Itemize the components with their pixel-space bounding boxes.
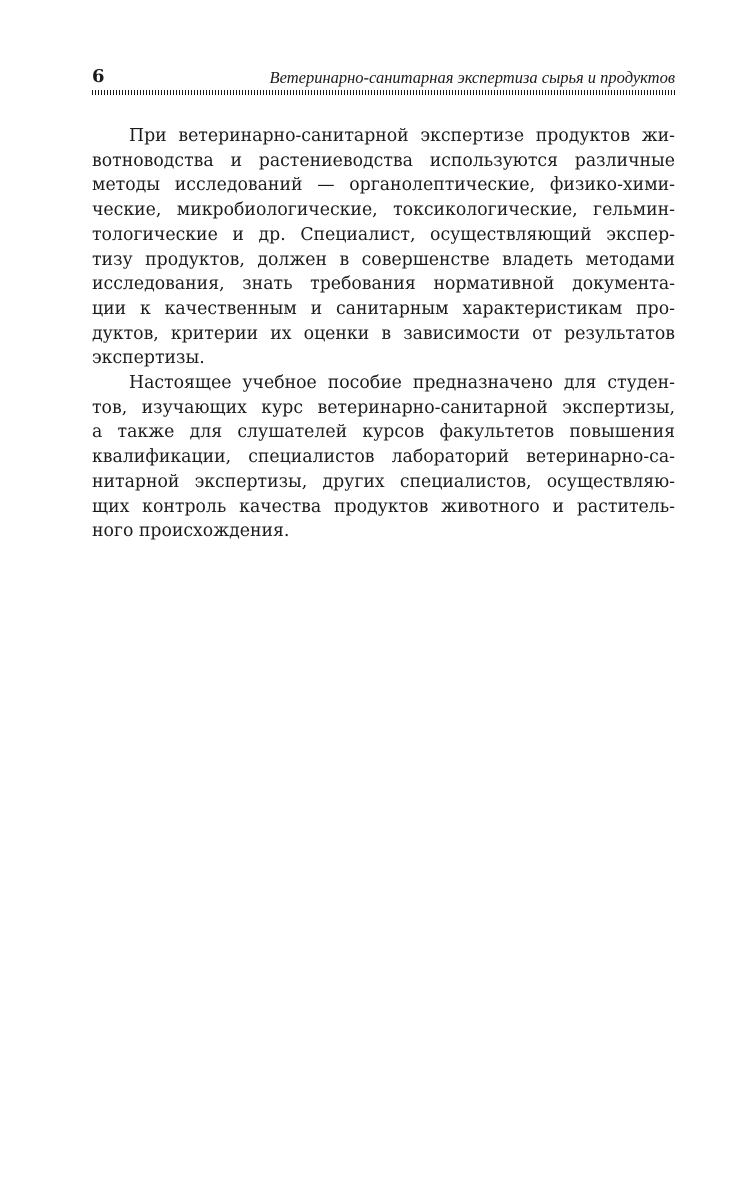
body-text bbox=[92, 124, 675, 544]
text-line: вотноводства и растениеводства используются различные bbox=[92, 150, 675, 171]
text-line: методы исследований — органолептические, физико-хими- bbox=[92, 175, 675, 196]
text-line: тизу продуктов, должен в совершенстве владеть методами bbox=[92, 249, 675, 270]
text-line: нитарной экспертизы, других специалистов, осуществляю- bbox=[92, 471, 675, 492]
header-divider bbox=[92, 90, 675, 95]
text-line: щих контроль качества продуктов животного и раститель- bbox=[92, 496, 675, 517]
text-line: Настоящее учебное пособие предназначено для студен- bbox=[129, 373, 675, 394]
text-line: а также для слушателей курсов факультетов повышения bbox=[92, 422, 675, 443]
text-line: дуктов, критерии их оценки в зависимости от результатов bbox=[92, 323, 675, 344]
text-line: квалификации, специалистов лабораторий ветеринарно-са- bbox=[92, 447, 675, 468]
page-header bbox=[92, 62, 675, 96]
text-line: исследования, знать требования нормативной документа- bbox=[92, 274, 675, 295]
text-line: ции к качественным и санитарным характеристикам про- bbox=[92, 298, 675, 319]
text-line: тов, изучающих курс ветеринарно-санитарной экспертизы, bbox=[92, 397, 675, 418]
text-line: ного происхождения. bbox=[92, 521, 290, 542]
running-title: Ветеринарно-санитарная экспертиза сырья и продуктов bbox=[269, 68, 675, 87]
text-line: ческие, микробиологические, токсикологические, гельмин- bbox=[92, 200, 675, 221]
text-line: экспертизы. bbox=[92, 348, 205, 369]
text-line: тологические и др. Специалист, осуществляющий экспер- bbox=[92, 224, 675, 245]
text-line: При ветеринарно-санитарной экспертизе продуктов жи- bbox=[129, 126, 675, 146]
page-number: 6 bbox=[92, 66, 105, 87]
